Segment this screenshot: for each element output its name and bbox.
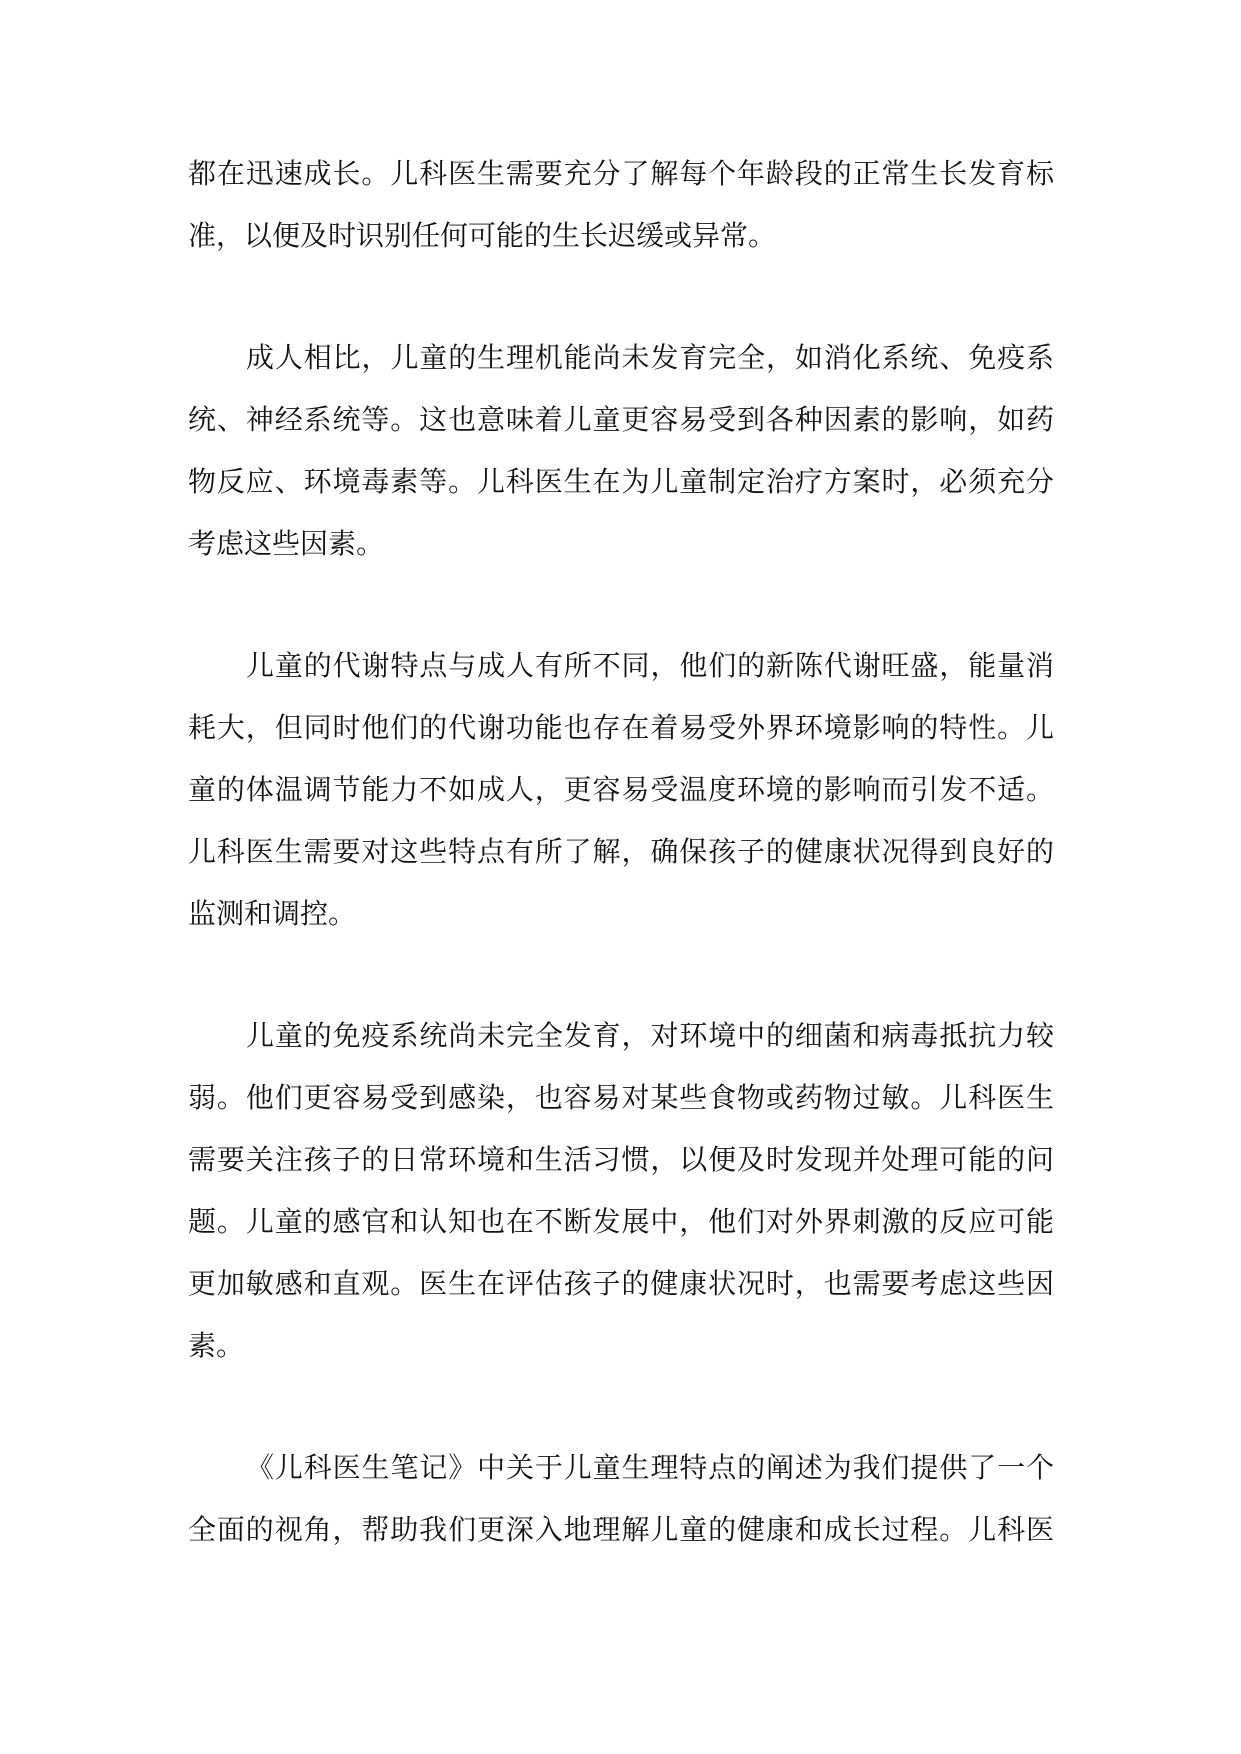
text-line: 儿童的免疫系统尚未完全发育，对环境中的细菌和病毒抵抗力较 (246, 1019, 1054, 1052)
text-line: 耗大，但同时他们的代谢功能也存在着易受外界环境影响的特性。儿 (188, 711, 1054, 744)
text-line: 需要关注孩子的日常环境和生活习惯，以便及时发现并处理可能的问 (188, 1143, 1054, 1176)
text-line: 统、神经系统等。这也意味着儿童更容易受到各种因素的影响，如药 (188, 403, 1054, 436)
text-line: 更加敏感和直观。医生在评估孩子的健康状况时，也需要考虑这些因 (188, 1267, 1054, 1300)
text-line: 儿童的代谢特点与成人有所不同，他们的新陈代谢旺盛，能量消 (246, 649, 1054, 682)
text-line: 准，以便及时识别任何可能的生长迟缓或异常。 (188, 219, 777, 252)
text-line: 儿科医生需要对这些特点有所了解，确保孩子的健康状况得到良好的 (188, 835, 1054, 868)
text-line: 素。 (188, 1329, 245, 1362)
paragraph-5 (188, 1437, 1054, 1561)
text-line: 物反应、环境毒素等。儿科医生在为儿童制定治疗方案时，必须充分 (188, 465, 1054, 498)
paragraph-1 (188, 143, 1054, 267)
text-line: 弱。他们更容易受到感染，也容易对某些食物或药物过敏。儿科医生 (188, 1081, 1054, 1114)
text-line: 考虑这些因素。 (188, 527, 385, 560)
paragraph-4 (188, 1005, 1054, 1377)
text-line: 《儿科医生笔记》中关于儿童生理特点的阐述为我们提供了一个 (246, 1451, 1054, 1484)
text-line: 监测和调控。 (188, 897, 357, 930)
text-line: 童的体温调节能力不如成人，更容易受温度环境的影响而引发不适。 (188, 773, 1054, 806)
text-line: 全面的视角，帮助我们更深入地理解儿童的健康和成长过程。儿科医 (188, 1513, 1054, 1546)
text-line: 题。儿童的感官和认知也在不断发展中，他们对外界刺激的反应可能 (188, 1205, 1054, 1238)
paragraph-3 (188, 635, 1054, 945)
text-line: 成人相比，儿童的生理机能尚未发育完全，如消化系统、免疫系 (246, 341, 1054, 374)
text-line: 都在迅速成长。儿科医生需要充分了解每个年龄段的正常生长发育标 (188, 157, 1054, 190)
paragraph-2 (188, 327, 1054, 575)
body-text (188, 143, 1054, 1561)
